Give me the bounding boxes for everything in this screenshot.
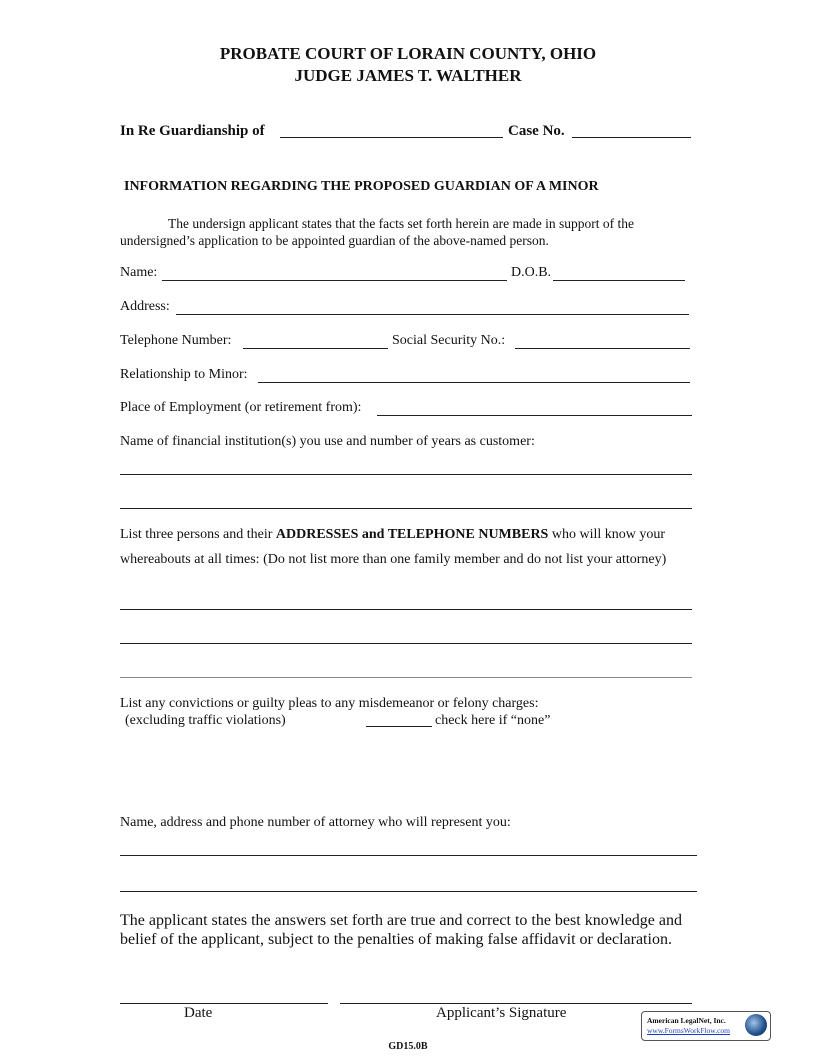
persons-instruction (120, 527, 665, 543)
case-no-label: Case No. (508, 123, 565, 139)
dob-field[interactable] (553, 280, 685, 281)
publisher-logo[interactable] (641, 1011, 771, 1041)
ssn-label: Social Security No.: (392, 333, 506, 348)
date-field[interactable] (120, 1003, 328, 1004)
none-label: check here if “none” (435, 713, 551, 728)
date-label: Date (184, 1005, 213, 1021)
dob-label: D.O.B. (511, 265, 552, 280)
address-label: Address: (120, 299, 170, 314)
signature-field[interactable] (340, 1003, 692, 1004)
judge-name: JUDGE JAMES T. WALTHER (294, 66, 522, 85)
ssn-field[interactable] (515, 348, 690, 349)
persons-line-1[interactable] (120, 609, 692, 610)
intro-line-2: undersigned’s application to be appointed guardian of the above-named person. (120, 233, 549, 248)
guardianship-name-field[interactable] (280, 137, 503, 138)
financial-line-1[interactable] (120, 474, 692, 475)
attorney-line-2[interactable] (120, 891, 697, 892)
globe-icon (745, 1014, 767, 1036)
persons-line-3[interactable] (120, 677, 692, 678)
telephone-label: Telephone Number: (120, 333, 232, 348)
publisher-name: American LegalNet, Inc. (647, 1016, 726, 1025)
relationship-label: Relationship to Minor: (120, 367, 248, 382)
attorney-label: Name, address and phone number of attorney who will represent you: (120, 815, 511, 830)
employment-field[interactable] (377, 415, 692, 416)
persons-prefix: List three persons and their (120, 527, 273, 542)
name-field[interactable] (162, 280, 507, 281)
none-checkbox-field[interactable] (366, 726, 432, 727)
attorney-line-1[interactable] (120, 855, 697, 856)
form-number: GD15.0B (388, 1041, 428, 1052)
signature-label: Applicant’s Signature (436, 1005, 567, 1021)
address-field[interactable] (176, 314, 689, 315)
case-number-field[interactable] (572, 137, 691, 138)
persons-emphasis: ADDRESSES and TELEPHONE NUMBERS (275, 527, 549, 542)
affirmation-line-1: The applicant states the answers set forth are true and correct to the best knowledge and (120, 912, 683, 929)
publisher-url[interactable]: www.FormsWorkFlow.com (647, 1026, 731, 1035)
persons-line-2[interactable] (120, 643, 692, 644)
intro-paragraph-cont (120, 232, 692, 249)
financial-line-2[interactable] (120, 508, 692, 509)
convictions-exclusion: (excluding traffic violations) (125, 713, 286, 728)
intro-line-1: The undersign applicant states that the facts set forth herein are made in support of the (168, 216, 634, 231)
persons-instruction-2: whereabouts at all times: (Do not list more than one family member and do not list your attorney) (120, 552, 667, 567)
form-title: INFORMATION REGARDING THE PROPOSED GUARDIAN OF A MINOR (124, 179, 599, 194)
relationship-field[interactable] (258, 382, 690, 383)
intro-paragraph (120, 215, 692, 232)
affirmation-line-2: belief of the applicant, subject to the penalties of making false affidavit or declaration. (120, 931, 672, 948)
in-re-label: In Re Guardianship of (120, 123, 265, 139)
telephone-field[interactable] (243, 348, 388, 349)
employment-label: Place of Employment (or retirement from): (120, 400, 362, 415)
convictions-label: List any convictions or guilty pleas to any misdemeanor or felony charges: (120, 696, 539, 711)
name-label: Name: (120, 265, 158, 280)
persons-suffix: who will know your (551, 527, 666, 542)
court-name: PROBATE COURT OF LORAIN COUNTY, OHIO (219, 44, 597, 63)
financial-label: Name of financial institution(s) you use and number of years as customer: (120, 434, 535, 449)
